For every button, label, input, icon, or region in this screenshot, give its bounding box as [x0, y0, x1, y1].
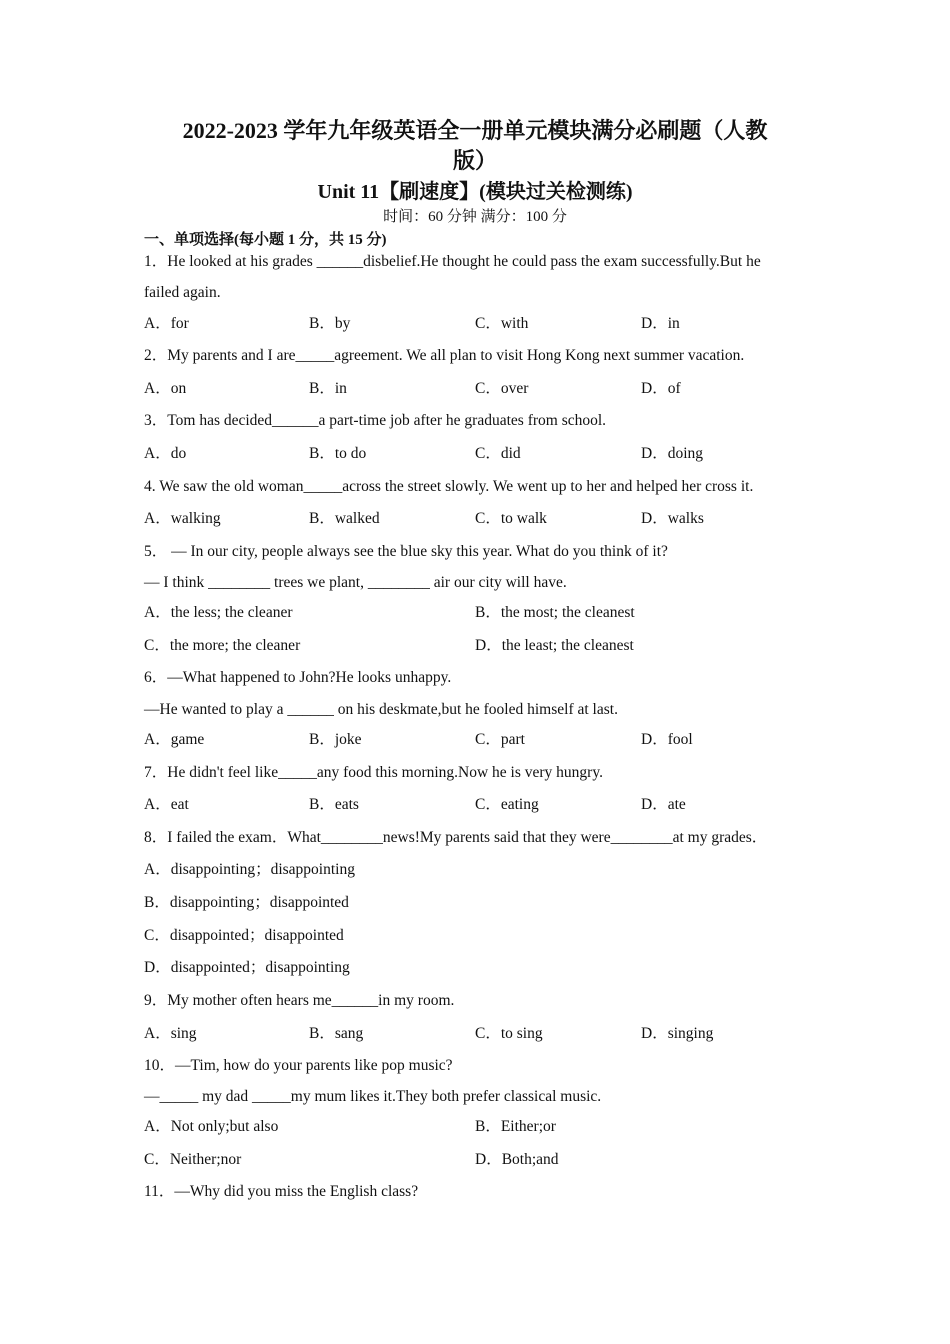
question-9-option-b: B．sang — [309, 1025, 364, 1042]
section-heading: 一、单项选择(每小题 1 分，共 15 分) — [144, 232, 387, 248]
question-8-option-a: A．disappointing；disappointing — [144, 861, 355, 878]
question-2-option-c: C．over — [475, 380, 529, 397]
question-4-option-a: A．walking — [144, 510, 221, 527]
question-7-stem-line1: 7．He didn't feel like_____any food this morning.Now he is very hungry. — [144, 764, 603, 781]
question-2-option-a: A．on — [144, 380, 187, 397]
question-9-option-c: C．to sing — [475, 1025, 543, 1042]
question-8-stem-line1: 8．I failed the exam．What________news!My parents said that they were________at my grades． — [144, 829, 768, 846]
question-2-option-b: B．in — [309, 380, 347, 397]
question-10-option-d: D．Both;and — [475, 1151, 559, 1168]
question-6-stem-line2: —He wanted to play a ______ on his deskmate,but he fooled himself at last. — [144, 701, 618, 718]
question-4-option-d: D．walks — [641, 510, 704, 527]
question-2-stem-line1: 2．My parents and I are_____agreement. We all plan to visit Hong Kong next summer vacation. — [144, 347, 745, 364]
question-5-stem-line2: — I think ________ trees we plant, ________ air our city will have. — [144, 574, 567, 591]
question-7-option-d: D．ate — [641, 796, 686, 813]
question-5-option-a: A．the less; the cleaner — [144, 604, 293, 621]
question-2-option-d: D．of — [641, 380, 681, 397]
doc-title-line1: 2022-2023 学年九年级英语全一册单元模块满分必刷题（人教 — [182, 118, 768, 143]
question-6-option-b: B．joke — [309, 731, 362, 748]
question-10-stem-line2: —_____ my dad _____my mum likes it.They both prefer classical music. — [144, 1088, 602, 1105]
question-6-option-c: C．part — [475, 731, 525, 748]
question-1-stem-line2: failed again. — [144, 284, 221, 301]
question-1-stem-line1: 1．He looked at his grades ______disbelief.He thought he could pass the exam successfully.But he — [144, 253, 761, 270]
question-6-stem-line1: 6．—What happened to John?He looks unhappy. — [144, 669, 452, 686]
question-8-option-d: D．disappointed；disappointing — [144, 959, 350, 976]
question-1-option-d: D．in — [641, 315, 680, 332]
question-10-option-a: A．Not only;but also — [144, 1118, 279, 1135]
question-3-option-d: D．doing — [641, 445, 704, 462]
question-4-option-b: B．walked — [309, 510, 380, 527]
doc-title-line2: 版） — [452, 148, 497, 173]
question-5-option-d: D．the least; the cleanest — [475, 637, 634, 654]
question-7-option-a: A．eat — [144, 796, 189, 813]
question-3-stem-line1: 3．Tom has decided______a part-time job after he graduates from school. — [144, 412, 607, 429]
question-10-option-b: B．Either;or — [475, 1118, 556, 1135]
question-7-option-b: B．eats — [309, 796, 359, 813]
question-9-option-d: D．singing — [641, 1025, 714, 1042]
question-1-option-b: B．by — [309, 315, 351, 332]
question-4-option-c: C．to walk — [475, 510, 547, 527]
question-3-option-c: C．did — [475, 445, 521, 462]
question-11-stem-line1: 11．—Why did you miss the English class? — [144, 1183, 419, 1200]
question-1-option-c: C．with — [475, 315, 529, 332]
question-6-option-a: A．game — [144, 731, 205, 748]
time-and-score: 时间：60 分钟 满分：100 分 — [383, 209, 567, 225]
question-10-stem-line1: 10．—Tim, how do your parents like pop music? — [144, 1057, 453, 1074]
question-6-option-d: D．fool — [641, 731, 693, 748]
question-9-stem-line1: 9．My mother often hears me______in my room. — [144, 992, 455, 1009]
question-5-stem-line1: 5． — In our city, people always see the blue sky this year. What do you think of it? — [144, 543, 668, 560]
question-5-option-b: B．the most; the cleanest — [475, 604, 635, 621]
question-8-option-b: B．disappointing；disappointed — [144, 894, 349, 911]
question-3-option-b: B．to do — [309, 445, 367, 462]
question-4-stem-line1: 4. We saw the old woman_____across the street slowly. We went up to her and helped her cross it. — [144, 478, 754, 495]
question-1-option-a: A．for — [144, 315, 189, 332]
question-9-option-a: A．sing — [144, 1025, 197, 1042]
question-8-option-c: C．disappointed；disappointed — [144, 927, 344, 944]
question-3-option-a: A．do — [144, 445, 187, 462]
question-7-option-c: C．eating — [475, 796, 539, 813]
question-10-option-c: C．Neither;nor — [144, 1151, 242, 1168]
question-5-option-c: C．the more; the cleaner — [144, 637, 301, 654]
doc-subtitle: Unit 11【刷速度】(模块过关检测练) — [317, 181, 633, 203]
